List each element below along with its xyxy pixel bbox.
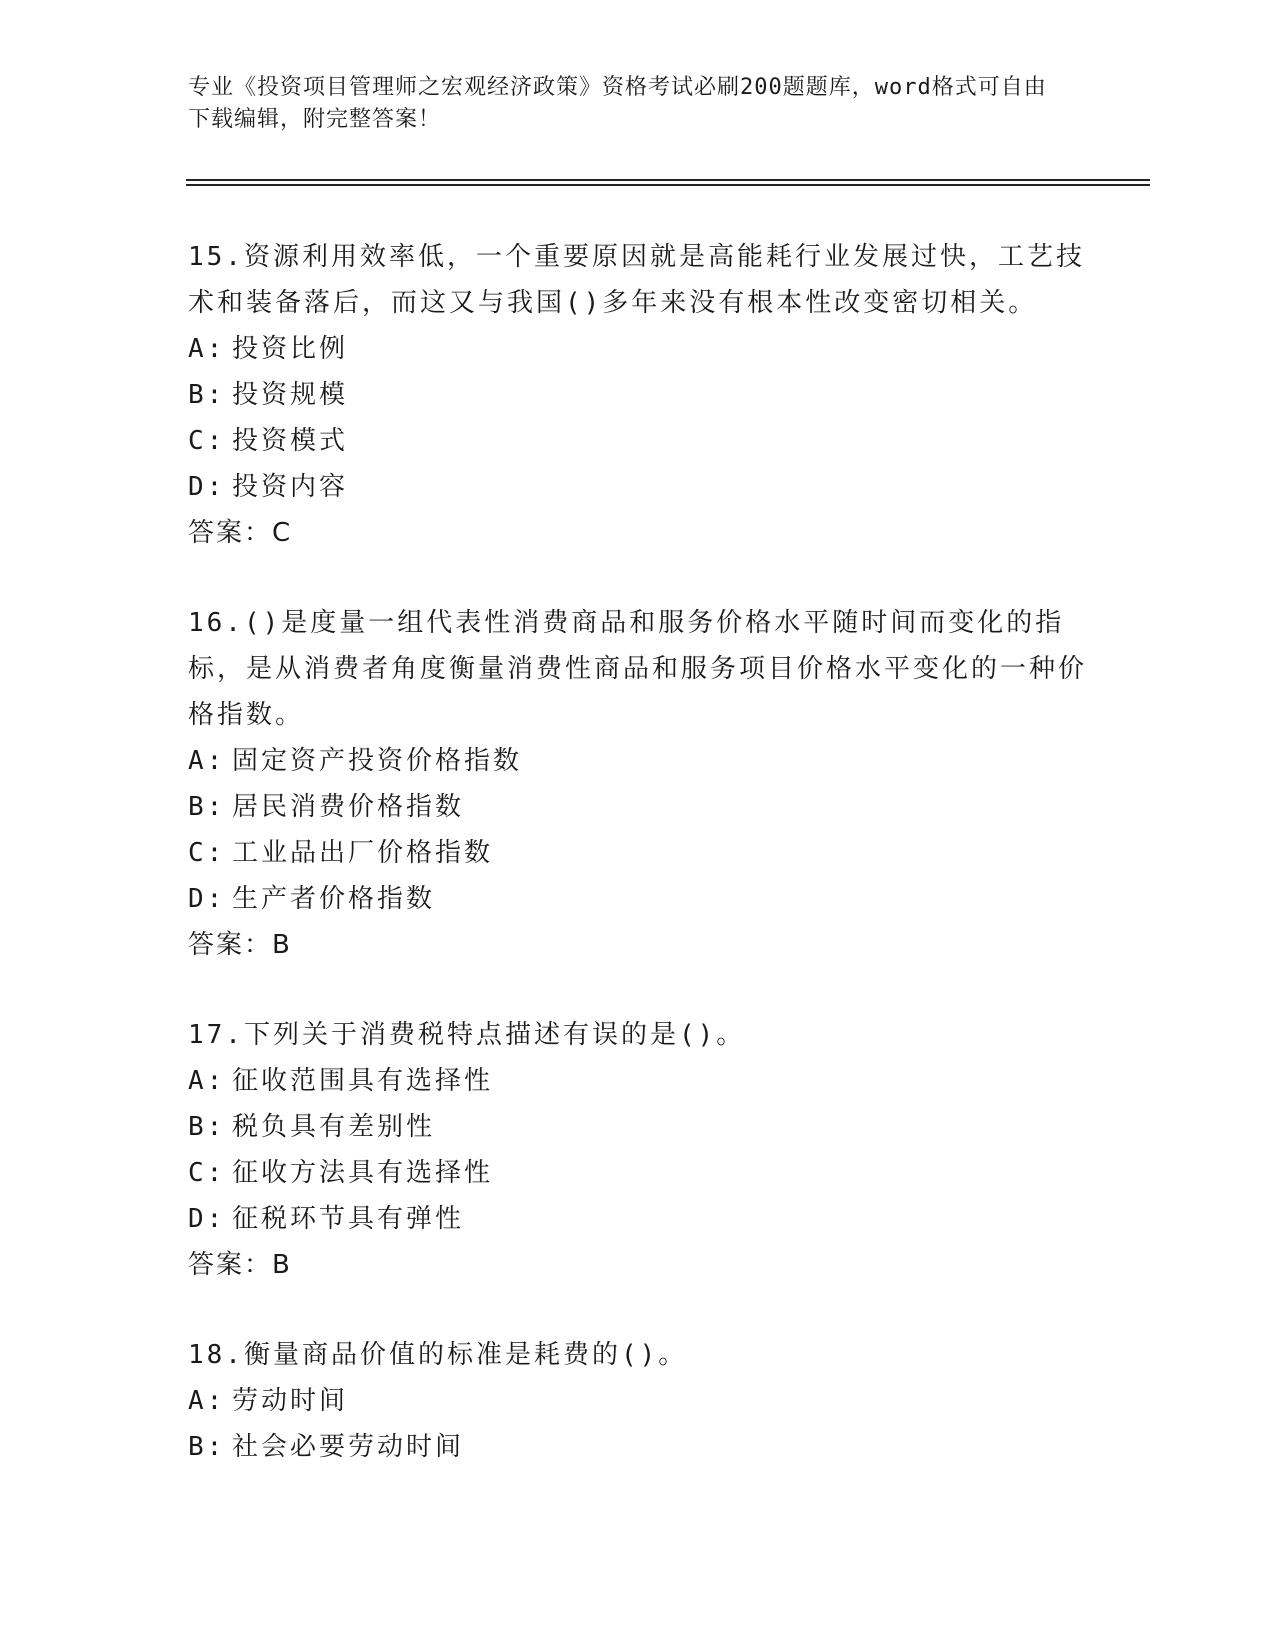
option-key: C: [188,1158,226,1188]
option-b [188,1104,1088,1150]
option-key: B: [188,792,226,822]
question-18 [188,1332,1088,1470]
option-a [188,326,1088,372]
option-text: 征收范围具有选择性 [232,1066,494,1096]
option-a [188,738,1088,784]
header-divider-top [186,179,1150,181]
option-text: 税负具有差别性 [232,1112,436,1142]
question-17 [188,1012,1088,1288]
option-text: 投资模式 [232,426,349,456]
option-key: A: [188,1066,226,1096]
option-text: 投资比例 [232,334,349,364]
option-key: D: [188,884,226,914]
question-text: 16.()是度量一组代表性消费商品和服务价格水平随时间而变化的指标，是从消费者角度衡量消费性商品和服务项目价格水平变化的一种价格指数。 [188,608,1088,730]
option-key: A: [188,334,226,364]
option-key: A: [188,746,226,776]
option-text: 征税环节具有弹性 [232,1204,465,1234]
option-d [188,464,1088,510]
option-d [188,1196,1088,1242]
question-text: 17.下列关于消费税特点描述有误的是()。 [188,1020,746,1050]
question-15 [188,234,1088,556]
option-text: 固定资产投资价格指数 [232,746,523,776]
option-key: B: [188,1432,226,1462]
option-d [188,876,1088,922]
option-text: 投资内容 [232,472,349,502]
answer-line: 答案：B [188,1250,292,1280]
option-key: B: [188,380,226,410]
option-text: 生产者价格指数 [232,884,436,914]
question-16 [188,600,1088,968]
option-c [188,830,1088,876]
option-text: 社会必要劳动时间 [232,1432,465,1462]
header-divider-bottom [186,184,1150,186]
option-a [188,1058,1088,1104]
option-key: D: [188,472,226,502]
option-text: 征收方法具有选择性 [232,1158,494,1188]
option-text: 投资规模 [232,380,349,410]
option-a [188,1378,1088,1424]
option-key: A: [188,1386,226,1416]
option-text: 工业品出厂价格指数 [232,838,494,868]
answer-line: 答案：B [188,930,292,960]
option-c [188,418,1088,464]
document-header: 专业《投资项目管理师之宏观经济政策》资格考试必刷200题题库，word格式可自由下载编辑，附完整答案！ [188,75,1047,132]
option-b [188,372,1088,418]
answer-line: 答案：C [188,518,293,548]
option-c [188,1150,1088,1196]
option-key: C: [188,426,226,456]
option-key: C: [188,838,226,868]
question-text: 15.资源利用效率低，一个重要原因就是高能耗行业发展过快，工艺技术和装备落后，而这又与我国()多年来没有根本性改变密切相关。 [188,242,1085,318]
question-text: 18.衡量商品价值的标准是耗费的()。 [188,1340,688,1370]
option-text: 劳动时间 [232,1386,349,1416]
option-b [188,1424,1088,1470]
option-b [188,784,1088,830]
option-text: 居民消费价格指数 [232,792,465,822]
option-key: D: [188,1204,226,1234]
option-key: B: [188,1112,226,1142]
